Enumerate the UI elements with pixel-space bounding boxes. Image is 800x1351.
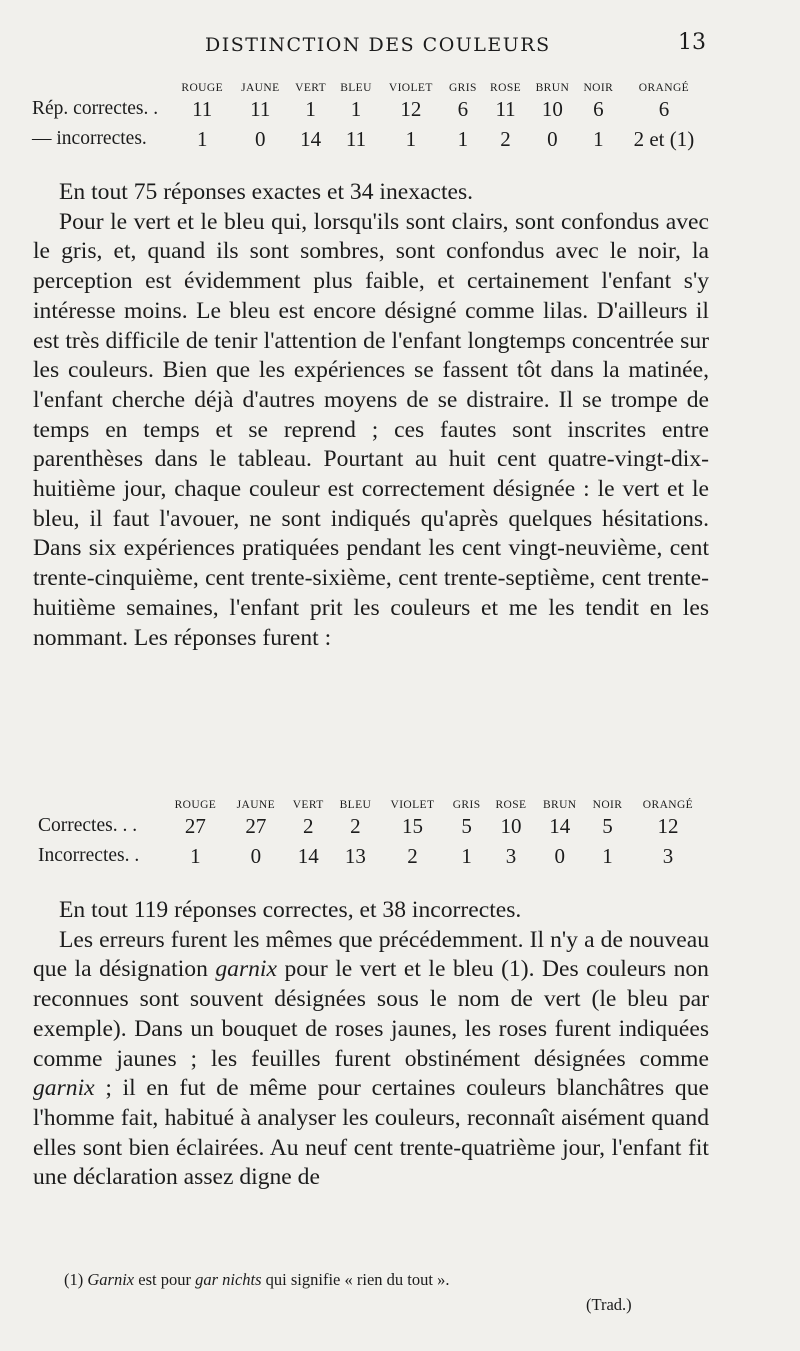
table-cell: 27	[184, 813, 206, 838]
table-cell: 5	[602, 813, 613, 838]
column-header: VERT	[295, 82, 327, 94]
body-text-2	[33, 896, 709, 1193]
footnote-number: (1)	[64, 1270, 84, 1289]
table-cell: 12	[657, 813, 679, 838]
table-cell: 14	[549, 813, 571, 838]
table-corner	[32, 72, 172, 94]
table-cell: 1	[602, 843, 613, 868]
table-row	[32, 124, 708, 154]
column-header: GRIS	[448, 82, 477, 94]
running-header-title: DISTINCTION DES COULEURS	[205, 34, 551, 56]
table-corner	[38, 789, 164, 811]
text-run: pour le vert et le bleu (1). Des couleurs non reconnues sont souvent désignées sous le nom de vert (le bleu par exemple). Dans un bouquet de roses jaunes, les roses furent indiquées comme jaunes ; les feuilles furent obstinément désignées comme	[33, 956, 709, 1072]
table-row	[38, 841, 706, 871]
column-header: ORANGÉ	[642, 799, 694, 811]
paragraph: En tout 119 réponses correctes, et 38 incorrectes.	[59, 897, 522, 923]
table-cell: 12	[400, 96, 422, 121]
table-cell: 6	[658, 96, 670, 121]
table-cell: 0	[255, 126, 266, 151]
column-header: BLEU	[339, 799, 372, 811]
column-header: ROUGE	[174, 799, 217, 811]
table-cell: 1	[196, 126, 208, 151]
page-number: 13	[678, 30, 706, 55]
column-header: BRUN	[542, 799, 577, 811]
column-header: NOIR	[583, 82, 614, 94]
table-header-row	[32, 72, 708, 94]
column-header: VIOLET	[388, 82, 433, 94]
column-header: ROSE	[490, 82, 522, 94]
table-cell: 11	[192, 96, 213, 121]
table-cell: 3	[662, 843, 674, 868]
column-header: JAUNE	[236, 799, 276, 811]
table-cell: 1	[350, 96, 362, 121]
footnote	[64, 1270, 449, 1290]
footnote-term: gar	[195, 1270, 218, 1289]
table-cell: 0	[547, 126, 558, 151]
row-label: Incorrectes. .	[38, 845, 140, 866]
column-header: ORANGÉ	[638, 82, 690, 94]
column-header: VIOLET	[390, 799, 435, 811]
table-cell: 1	[305, 96, 316, 121]
text-run: Les erreurs furent les mêmes que précédemment. Il n'y a de nouveau que la désignation	[33, 926, 709, 983]
table-cell: 6	[593, 96, 604, 121]
table-cell: 11	[345, 126, 367, 151]
color-table-2	[38, 789, 706, 871]
table-cell: 14	[300, 126, 322, 151]
table-cell: 1	[457, 126, 469, 151]
table-cell: 2	[500, 126, 511, 151]
column-header: VERT	[292, 799, 324, 811]
column-header: BRUN	[535, 82, 570, 94]
column-header: ROUGE	[181, 82, 224, 94]
column-header: GRIS	[452, 799, 481, 811]
italic-term: garnix	[33, 1075, 95, 1102]
table-cell: 6	[457, 96, 469, 121]
table-cell: 14	[297, 843, 319, 868]
row-label: Rép. correctes. .	[32, 98, 159, 119]
text-run: ; il en fut de même pour certaines couleurs blanchâtres que l'homme fait, habitué à analyser les couleurs, reconnaît aisément quand elles sont bien éclairées. Au neuf cent trente-quatrième jour, l'enfant fit une déclaration assez digne de	[33, 1075, 709, 1191]
table-cell: 2	[407, 843, 418, 868]
table-row	[32, 94, 708, 124]
table-cell: 1	[405, 126, 417, 151]
table-cell: 1	[461, 843, 472, 868]
column-header: BLEU	[340, 82, 372, 94]
column-header: ROSE	[495, 799, 527, 811]
column-header: NOIR	[592, 799, 623, 811]
table-cell: 1	[593, 126, 604, 151]
table-cell: 13	[344, 843, 366, 868]
table-cell: 10	[541, 96, 563, 121]
table-header-row	[38, 789, 706, 811]
table-cell: 0	[554, 843, 565, 868]
footnote-text: est pour	[138, 1270, 191, 1289]
body-text-1	[33, 178, 709, 653]
table-cell: 27	[245, 813, 267, 838]
paragraph	[33, 926, 709, 1193]
table-cell: 10	[500, 813, 522, 838]
table-cell: 5	[461, 813, 472, 838]
italic-term: garnix	[215, 956, 277, 983]
paragraph: En tout 75 réponses exactes et 34 inexactes.	[59, 179, 474, 205]
translator-note: (Trad.)	[586, 1295, 632, 1314]
table-cell: 11	[495, 96, 516, 121]
table-cell: 2 et (1)	[633, 126, 695, 151]
table-row	[38, 811, 706, 841]
column-header: JAUNE	[241, 82, 280, 94]
table-cell: 0	[250, 843, 262, 868]
table-cell: 11	[250, 96, 271, 121]
footnote-text: qui signifie « rien du tout ».	[265, 1270, 450, 1289]
footnote-term: nichts	[222, 1270, 262, 1289]
paragraph: Pour le vert et le bleu qui, lorsqu'ils sont clairs, sont confondus avec le gris, et, quand ils sont sombres, sont confondus avec le noir, la perception est évidemment plus faible, et certainement l'enfant s'y intéresse moins. Le bleu est encore désigné comme lilas. D'ailleurs il est très difficile de tenir l'attention de l'enfant longtemps concentrée sur les couleurs. Bien que les expériences se fassent tôt dans la matinée, l'enfant cherche déjà d'autres moyens de se distraire. Il se trompe de temps en temps et se reprend ; ces fautes sont inscrites entre parenthèses dans le tableau. Pourtant au huit cent quatre-vingt-dix-huitième jour, chaque couleur est correctement désignée : le vert et le bleu, il faut l'avouer, ne sont indiqués qu'après quelques hésitations. Dans six expériences pratiquées pendant les cent vingt-neuvième, cent trente-cinquième, cent trente-sixième, cent trente-septième, cent trente-huitième semaines, l'enfant prit les couleurs et me les tendit en les nommant. Les réponses furent :	[33, 208, 709, 651]
table-cell: 2	[350, 813, 361, 838]
row-label: Correctes. . .	[38, 815, 138, 836]
table-cell: 1	[190, 843, 201, 868]
color-table-1	[32, 72, 708, 154]
table-cell: 2	[302, 813, 314, 838]
table-cell: 3	[505, 843, 517, 868]
row-label: — incorrectes.	[32, 128, 147, 149]
footnote-term: Garnix	[87, 1270, 135, 1289]
table-cell: 15	[401, 813, 423, 838]
